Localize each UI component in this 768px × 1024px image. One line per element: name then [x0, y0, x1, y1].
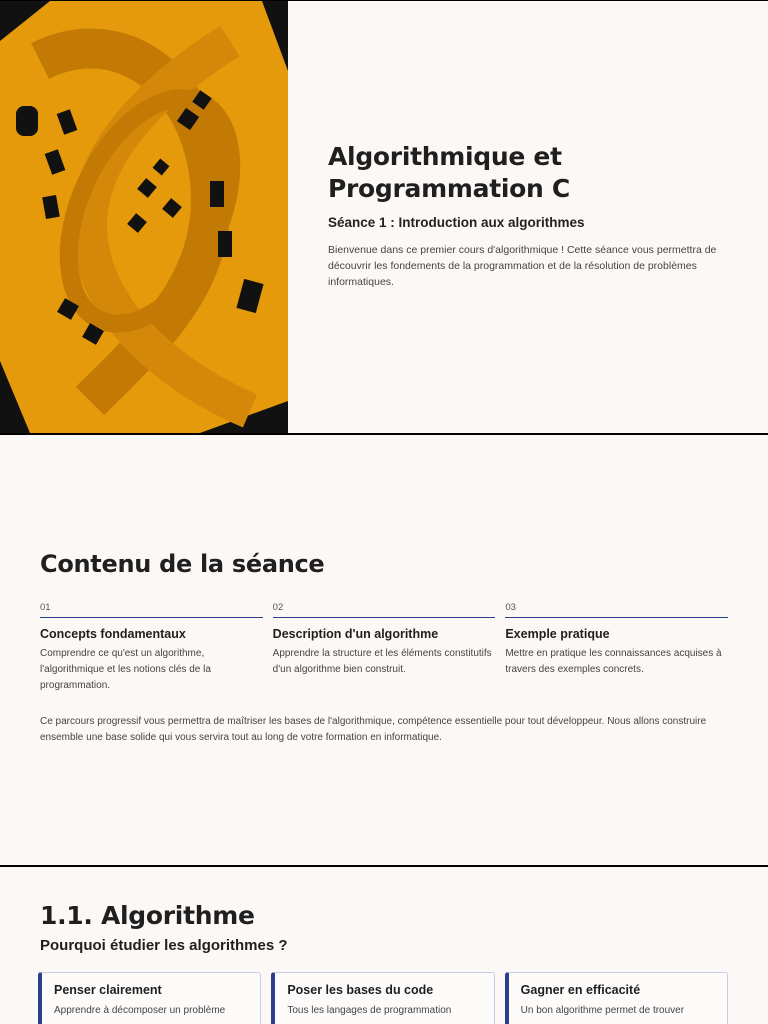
step-item [273, 602, 496, 694]
reason-card [38, 972, 261, 1024]
presentation-title [328, 141, 738, 205]
step-description: Apprendre la structure et les éléments constitutifs d'un algorithme bien construit. [272, 648, 492, 675]
reason-card [271, 972, 494, 1024]
title-line-2: Programmation C [328, 174, 570, 203]
reason-card [505, 972, 728, 1024]
section-subtitle: Pourquoi étudier les algorithmes ? [40, 937, 288, 954]
steps-list [40, 602, 728, 694]
step-title: Exemple pratique [505, 627, 610, 641]
step-number: 03 [505, 602, 728, 618]
card-description: Un bon algorithme permet de trouver [520, 1005, 685, 1016]
title-slide [0, 1, 768, 433]
card-title: Poser les bases du code [287, 983, 434, 997]
step-title: Description d'un algorithme [272, 627, 439, 641]
card-description: Apprendre à décomposer un problème [54, 1005, 226, 1016]
step-item [505, 602, 728, 694]
card-title: Gagner en efficacité [520, 983, 641, 997]
step-number: 01 [40, 602, 263, 618]
session-subtitle: Séance 1 : Introduction aux algorithmes [328, 215, 585, 230]
card-description: Tous les langages de programmation [287, 1005, 452, 1016]
algorithm-slide [0, 867, 768, 1024]
content-title: Contenu de la séance [40, 550, 325, 578]
step-title: Concepts fondamentaux [40, 627, 186, 641]
card-title: Penser clairement [54, 983, 162, 997]
title-block [328, 141, 738, 290]
abstract-art-image [0, 1, 288, 433]
reasons-cards [38, 972, 728, 1024]
step-number: 02 [273, 602, 496, 618]
section-title: 1.1. Algorithme [40, 901, 255, 930]
title-line-1: Algorithmique et [328, 142, 562, 171]
step-description: Mettre en pratique les connaissances acquises à travers des exemples concrets. [505, 648, 722, 675]
step-item [40, 602, 263, 694]
content-slide [0, 435, 768, 865]
summary-paragraph: Ce parcours progressif vous permettra de maîtriser les bases de l'algorithmique, compétence essentielle pour tout développeur. Nous allons construire ensemble une base solide qui vous servira tout au long de votre formation en informatique. [40, 716, 707, 743]
step-description: Comprendre ce qu'est un algorithme, l'algorithmique et les notions clés de la programmation. [40, 648, 211, 691]
intro-description: Bienvenue dans ce premier cours d'algorithmique ! Cette séance vous permettra de découvrir les fondements de la programmation et de la résolution de problèmes informatiques. [328, 244, 717, 288]
